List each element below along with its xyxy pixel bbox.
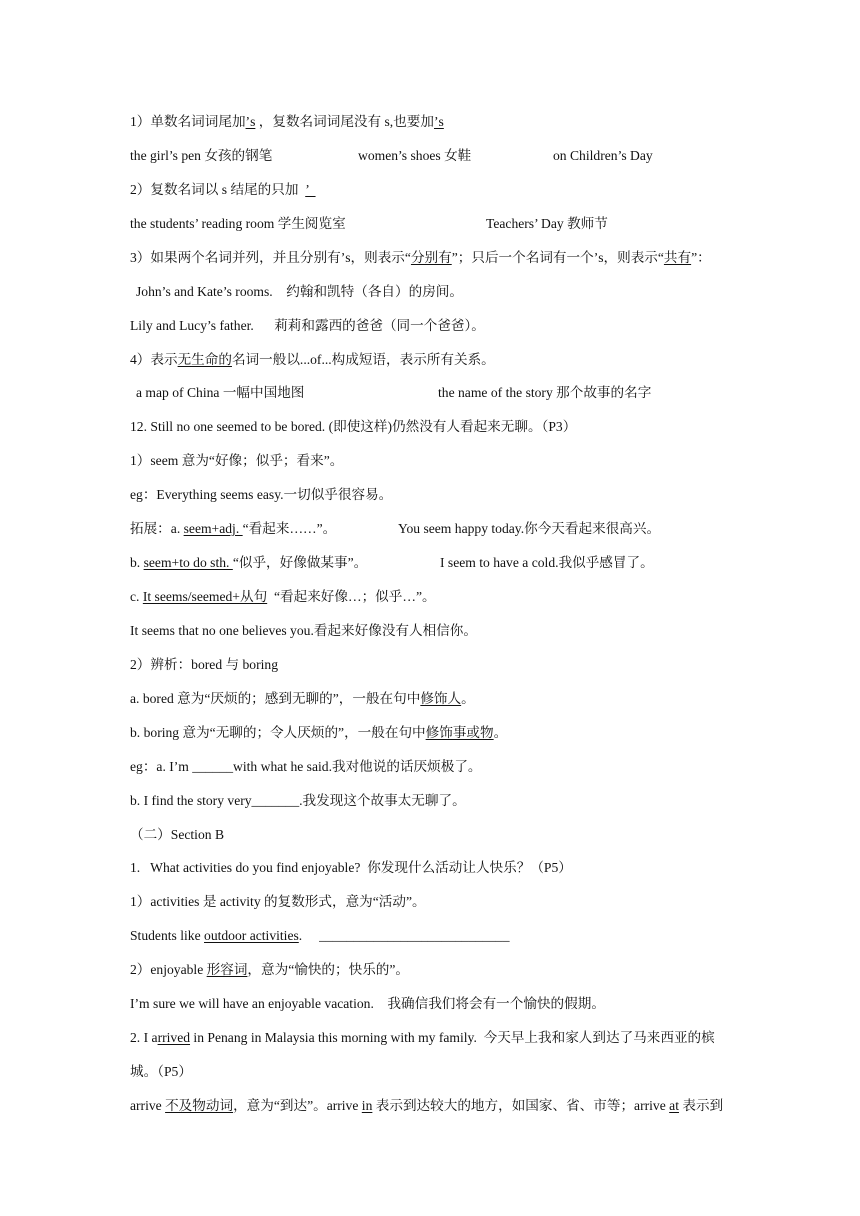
text-line <box>130 418 576 436</box>
underlined-text: 修饰人 <box>420 690 462 706</box>
underlined-text: It seems/seemed+从句 <box>142 589 268 605</box>
line-text: Students like <box>130 928 205 944</box>
text-line <box>130 1029 715 1047</box>
text-line <box>130 351 495 369</box>
line-text: ”；只后一个名词有一个’s，则表示“ <box>451 249 664 265</box>
line-text: It seems that no one believes you.看起来好像没有人相信你。 <box>130 622 477 638</box>
underlined-text: ’s <box>434 114 444 129</box>
text-line <box>130 961 409 979</box>
underlined-text: at <box>669 1097 679 1113</box>
line-text: 4）表示 <box>130 351 178 367</box>
line-text: （二）Section B <box>130 826 225 842</box>
text-line <box>130 1063 192 1081</box>
line-text: c. <box>130 589 143 605</box>
text-line <box>136 384 652 402</box>
line-text: “似乎，好像做某事”。 <box>232 555 368 571</box>
underlined-text: seem+to do sth. <box>143 555 233 571</box>
underlined-text: ’ <box>305 181 316 197</box>
line-text: women’s shoes 女鞋 <box>358 147 472 163</box>
underlined-text: in <box>361 1097 373 1113</box>
underlined-text: ’s <box>245 114 256 129</box>
line-text: You seem happy today.你今天看起来很高兴。 <box>398 521 661 537</box>
line-text: . ____________________________ <box>298 928 510 944</box>
line-text: 2. I a <box>130 1030 158 1046</box>
underlined-text: 无生命的 <box>177 351 232 367</box>
underlined-text: 共有 <box>663 249 692 265</box>
underlined-text: seem+adj. <box>183 521 243 537</box>
text-line <box>130 1097 723 1115</box>
line-text: eg：Everything seems easy.一切似乎很容易。 <box>130 487 393 503</box>
line-text: I seem to have a cold.我似乎感冒了。 <box>440 555 654 571</box>
line-text: I’m sure we will have an enjoyable vacation. 我确信我们将会有一个愉快的假期。 <box>130 996 605 1012</box>
line-text: 2）复数名词以 s 结尾的只加 <box>130 181 306 197</box>
line-text: b. I find the story very_______.我发现这个故事太无聊了。 <box>130 792 466 808</box>
line-text: 2）辨析：bored 与 boring <box>130 656 279 672</box>
underlined-text: outdoor activities <box>204 928 299 944</box>
line-text: the name of the story 那个故事的名字 <box>438 385 652 401</box>
line-text: “看起来好像…；似乎…”。 <box>267 589 436 605</box>
line-text: 1）seem 意为“好像；似乎；看来”。 <box>130 453 344 469</box>
line-text: on Children’s Day <box>553 147 653 163</box>
underlined-text: 修饰事或物 <box>425 724 494 740</box>
line-text: “看起来……”。 <box>242 521 337 537</box>
line-text: ，意为“到达”。arrive <box>233 1097 362 1113</box>
underlined-text: 分别有 <box>410 249 452 265</box>
text-line <box>130 724 507 742</box>
line-text: a. bored 意为“厌烦的；感到无聊的”，一般在句中 <box>130 690 421 706</box>
text-line <box>130 452 343 470</box>
text-line <box>130 859 572 877</box>
text-line <box>130 622 477 640</box>
line-text: ，复数名词词尾没有 s,也要加 <box>255 114 434 129</box>
text-line <box>130 758 482 776</box>
underlined-text: 形容词 <box>206 962 248 978</box>
text-line <box>130 927 509 945</box>
line-text: 表示到达较大的地方，如国家、省、市等；arrive <box>372 1097 670 1113</box>
line-text: ”： <box>691 249 711 265</box>
text-line <box>130 215 608 233</box>
line-text: Lily and Lucy’s father. 莉莉和露西的爸爸（同一个爸爸）。 <box>130 317 485 333</box>
text-line <box>130 147 653 165</box>
line-text: 2）enjoyable <box>130 962 207 978</box>
text-line <box>130 826 224 844</box>
text-line <box>130 893 426 911</box>
line-text: eg：a. I’m ______with what he said.我对他说的话厌烦极了。 <box>130 758 482 774</box>
line-text: b. <box>130 555 144 571</box>
line-text: in Penang in Malaysia this morning with my family. 今天早上我和家人到达了马来西亚的槟 <box>190 1030 715 1046</box>
line-text: 12. Still no one seemed to be bored. (即使这样)仍然没有人看起来无聊。（P3） <box>130 419 577 435</box>
text-line <box>130 486 392 504</box>
line-text: 1）activities 是 activity 的复数形式，意为“活动”。 <box>130 894 426 910</box>
underlined-text: rrived <box>157 1030 191 1046</box>
text-line <box>130 181 316 199</box>
text-line <box>130 690 475 708</box>
line-text: 。 <box>493 724 508 740</box>
line-text: John’s and Kate’s rooms. 约翰和凯特（各自）的房间。 <box>136 283 463 299</box>
line-text: 1）单数名词词尾加 <box>130 114 246 129</box>
line-text: 表示到 <box>678 1097 724 1113</box>
line-text: 名词一般以...of...构成短语，表示所有关系。 <box>231 351 495 367</box>
line-text: Teachers’ Day 教师节 <box>486 215 608 231</box>
line-text: the girl’s pen 女孩的钢笔 <box>130 147 273 163</box>
text-line <box>130 249 711 267</box>
text-line <box>130 113 444 131</box>
text-line <box>130 520 661 538</box>
text-line <box>136 283 463 301</box>
line-text: 。 <box>461 690 475 706</box>
text-line <box>130 588 436 606</box>
line-text: b. boring 意为“无聊的；令人厌烦的”，一般在句中 <box>130 724 426 740</box>
text-line <box>130 792 466 810</box>
line-text: a map of China 一幅中国地图 <box>136 385 305 401</box>
line-text: the students’ reading room 学生阅览室 <box>130 215 346 231</box>
line-text: arrive <box>130 1097 166 1113</box>
line-text: 1. What activities do you find enjoyable? 你发现什么活动让人快乐？（P5） <box>130 860 572 876</box>
line-text: 城。（P5） <box>130 1064 192 1080</box>
text-line <box>130 656 278 674</box>
text-line <box>130 317 485 335</box>
text-line <box>130 995 605 1013</box>
text-line <box>130 554 654 572</box>
line-text: 拓展：a. <box>130 521 184 537</box>
line-text: 3）如果两个名词并列，并且分别有’s，则表示“ <box>130 249 411 265</box>
underlined-text: 不及物动词 <box>165 1097 234 1113</box>
line-text: ，意为“愉快的；快乐的”。 <box>247 962 410 978</box>
